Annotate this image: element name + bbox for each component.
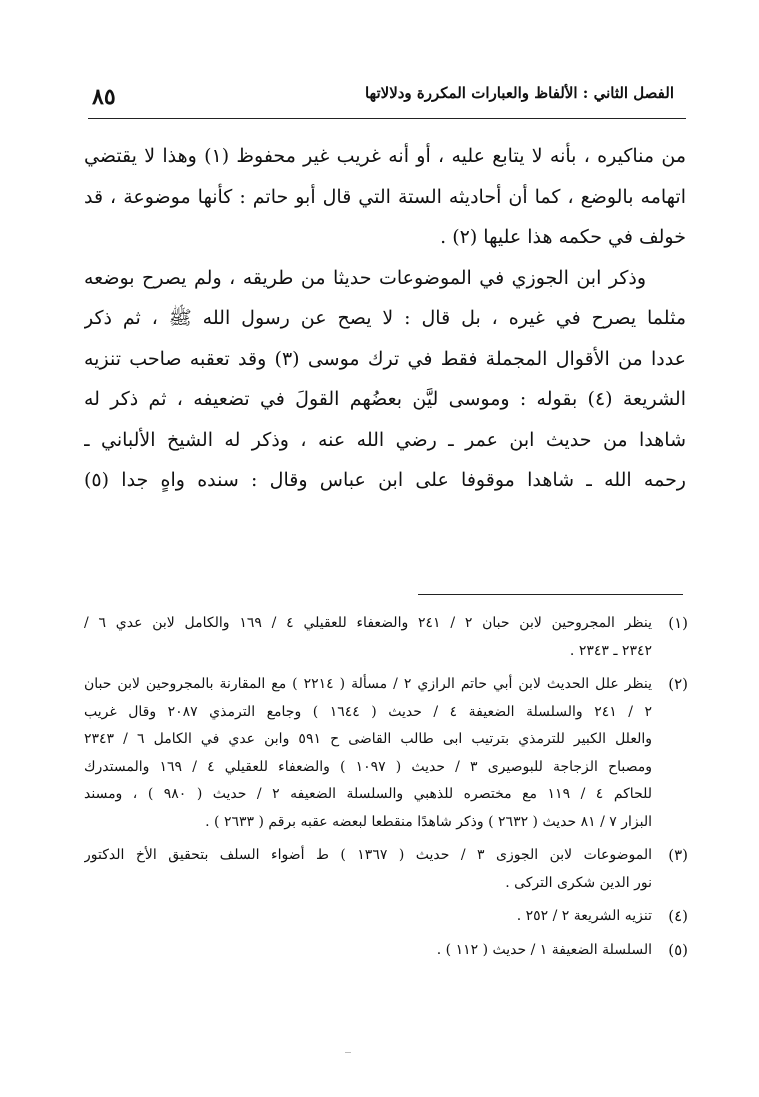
header-divider: [88, 118, 686, 119]
footnote-2: [84, 671, 688, 836]
footnote-divider: [418, 594, 683, 595]
footnote-1: [84, 610, 688, 665]
footnote-5: [84, 937, 688, 965]
footnote-line: ومصباح الزجاجة للبوصيرى ٣ / حديث ( ١٠٩٧ ) والضعفاء للعقيلي ٤ / ١٦٩ والمستدرك: [84, 758, 652, 775]
chapter-title: الفصل الثاني : الألفاظ والعبارات المكررة ودلالاتها: [364, 84, 674, 102]
scan-mark: [345, 1052, 351, 1053]
text-line: عددا من الأقوال المجملة فقط في ترك موسى (٣) وقد تعقبه صاحب تنزيه: [84, 347, 686, 370]
paragraph-2: [84, 258, 686, 501]
footnote-number: (١): [668, 614, 688, 632]
text-line: اتهامه بالوضع ، كما أن أحاديثه الستة التي قال أبو حاتم : كأنها موضوعة ، قد: [84, 185, 686, 208]
footnote-line: السلسلة الضعيفة ١ / حديث ( ١١٢ ) .: [436, 941, 652, 958]
text-line: مثلما يصرح في غيره ، بل قال : لا يصح عن رسول الله ﷺ ، ثم ذكر: [84, 307, 686, 329]
text-line: وذكر ابن الجوزي في الموضوعات حديثا من طريقه ، ولم يصرح بوضعه: [84, 266, 646, 289]
footnote-line: والعلل الكبير للترمذي بترتيب ابى طالب القاضى ح ٥٩١ وابن عدي في الكامل ٦ / ٢٣٤٣: [84, 731, 652, 747]
running-header: [88, 82, 686, 116]
footnote-number: (٤): [668, 907, 688, 925]
text-line: خولف في حكمه هذا عليها (٢) .: [440, 226, 686, 248]
text-line: شاهدا من حديث ابن عمر ـ رضي الله عنه ، وذكر له الشيخ الألباني ـ: [84, 428, 686, 451]
page-number: ٨٥: [92, 84, 116, 110]
footnote-line: ينظر علل الحديث لابن أبي حاتم الرازي ٢ / مسألة ( ٢٢١٤ ) مع المقارنة بالمجروحين لابن حبان: [84, 676, 652, 692]
footnote-number: (٣): [668, 846, 688, 864]
footnote-line: تنزيه الشريعة ٢ / ٢٥٢ .: [516, 908, 652, 924]
footnote-line: البزار ٧ / ٨١ حديث ( ٢٦٣٢ ) وذكر شاهدًا منقطعا لبعضه عقبه برقم ( ٢٦٣٣ ) .: [205, 813, 652, 830]
footnote-number: (٥): [668, 940, 688, 959]
footnote-line: نور الدين شكرى التركى .: [505, 874, 652, 891]
text-line: الشريعة (٤) بقوله : وموسى ليَّن بعضُهم القولَ في تضعيفه ، ثم ذكر له: [84, 388, 686, 410]
footnote-3: [84, 842, 688, 897]
main-text: [84, 136, 686, 501]
footnote-line: ينظر المجروحين لابن حبان ٢ / ٢٤١ والضعفاء للعقيلي ٤ / ١٦٩ والكامل لابن عدي ٦ /: [84, 615, 652, 631]
footnote-line: ٢٣٤٢ ـ ٢٣٤٣ .: [569, 642, 652, 659]
text-line: من مناكيره ، بأنه لا يتابع عليه ، أو أنه غريب غير محفوظ (١) وهذا لا يقتضي: [84, 145, 686, 167]
footnote-line: للحاكم ٤ / ١١٩ مع مختصره للذهبي والسلسلة الضعيفه ٢ / حديث ( ٩٨٠ ) ، ومسند: [84, 786, 652, 802]
footnote-4: [84, 903, 688, 931]
text-line: رحمه الله ـ شاهدا موقوفا على ابن عباس وقال : سنده واهٍ جدا (٥): [84, 469, 686, 491]
paragraph-1: [84, 136, 686, 258]
footnote-line: الموضوعات لابن الجوزى ٣ / حديث ( ١٣٦٧ ) ط أضواء السلف بتحقيق الأخ الدكتور: [84, 847, 652, 863]
footnotes: [84, 610, 688, 970]
footnote-number: (٢): [668, 675, 688, 693]
footnote-line: ٢ / ٢٤١ والسلسلة الضعيفة ٤ / حديث ( ١٦٤٤ ) وجامع الترمذي ٢٠٨٧ وقال غريب: [84, 703, 652, 720]
